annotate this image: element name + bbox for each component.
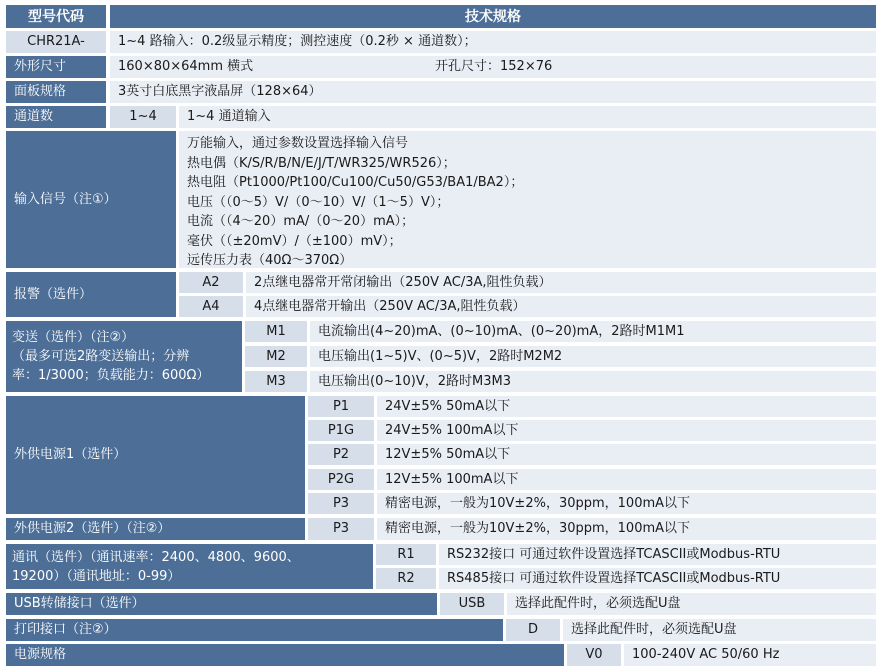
usb-desc: 选择此配件时，必须选配U盘	[507, 593, 876, 615]
power1-label: 外供电源1（选件）	[6, 396, 305, 514]
input-line: 电流（（4～20）mA/（0～20）mA）；	[187, 214, 415, 229]
transmit-label-line: 率：1/3000；负载能力：600Ω）	[12, 368, 210, 383]
panel-label: 面板规格	[6, 81, 106, 103]
power-spec-label: 电源规格	[6, 644, 564, 666]
input-line: 电压（（0～5）V/（0～10）V/（1～5）V）；	[187, 194, 450, 210]
power-spec-code: V0	[567, 644, 621, 666]
transmit-desc-m3: 电压输出(0~10)V，2路时M3M3	[310, 371, 876, 392]
power2-label: 外供电源2（选件）（注②）	[6, 518, 305, 540]
header-spec: 技术规格	[110, 5, 876, 28]
alarm-code-a4: A4	[179, 296, 243, 317]
print-label: 打印接口（注②）	[6, 619, 503, 641]
power1-desc-p1g: 24V±5% 100mA以下	[377, 420, 876, 441]
channels-code: 1~4	[110, 106, 176, 128]
input-line: 毫伏（（±20mV）/（±100）mV）；	[187, 233, 402, 249]
power1-desc-p1: 24V±5% 50mA以下	[377, 396, 876, 417]
comm-desc-r2: RS485接口 可通过软件设置选择TCASCII或Modbus-RTU	[439, 568, 876, 589]
transmit-desc-m1: 电流输出(4~20)mA、(0~10)mA、(0~20)mA，2路时M1M1	[310, 321, 876, 342]
comm-code-r1: R1	[376, 544, 436, 565]
comm-code-r2: R2	[376, 568, 436, 589]
power1-desc-p3: 精密电源，一般为10V±2%，30ppm，100mA以下	[377, 493, 876, 514]
alarm-label: 报警（选件）	[6, 272, 176, 317]
alarm-code-a2: A2	[179, 272, 243, 293]
input-line: 热电偶（K/S/R/B/N/E/J/T/WR325/WR526）；	[187, 155, 456, 171]
input-line: 万能输入，通过参数设置选择输入信号	[187, 136, 409, 151]
usb-code: USB	[440, 593, 504, 615]
model-value: 1~4 路输入：0.2级显示精度；测控速度（0.2秒 × 通道数）；	[110, 31, 876, 53]
power2-code: P3	[308, 518, 374, 540]
power1-code-p3: P3	[308, 493, 374, 514]
power1-desc-p2g: 12V±5% 100mA以下	[377, 469, 876, 490]
power1-code-p2g: P2G	[308, 469, 374, 490]
transmit-code-m3: M3	[245, 371, 307, 392]
dimensions-value: 160×80×64mm 横式	[118, 59, 254, 74]
alarm-desc-a4: 4点继电器常开输出（250V AC/3A,阻性负载）	[246, 296, 876, 317]
alarm-desc-a2: 2点继电器常开常闭输出（250V AC/3A,阻性负载）	[246, 272, 876, 293]
transmit-label	[6, 321, 242, 392]
transmit-desc-m2: 电压输出(1~5)V、(0~5)V，2路时M2M2	[310, 346, 876, 367]
dimensions-cutout: 开孔尺寸：152×76	[435, 59, 553, 74]
transmit-code-m2: M2	[245, 346, 307, 367]
header-model-code: 型号代码	[6, 5, 106, 28]
input-label: 输入信号（注①）	[6, 131, 176, 268]
input-values	[179, 131, 876, 268]
transmit-code-m1: M1	[245, 321, 307, 342]
transmit-label-line: 变送（选件）（注②）	[12, 330, 135, 345]
comm-label-line: 19200）（通讯地址：0-99）	[12, 568, 181, 584]
dimensions-row	[110, 56, 876, 78]
power1-code-p1: P1	[308, 396, 374, 417]
comm-desc-r1: RS232接口 可通过软件设置选择TCASCII或Modbus-RTU	[439, 544, 876, 565]
transmit-label-line: （最多可选2路变送输出；分辨	[12, 349, 190, 364]
panel-value: 3英寸白底黑字液晶屏（128×64）	[110, 81, 876, 103]
channels-label: 通道数	[6, 106, 106, 128]
power2-desc: 精密电源，一般为10V±2%，30ppm，100mA以下	[377, 518, 876, 540]
channels-value: 1~4 通道输入	[179, 106, 876, 128]
power1-desc-p2: 12V±5% 50mA以下	[377, 444, 876, 465]
print-desc: 选择此配件时，必须选配U盘	[563, 619, 876, 641]
model-label: CHR21A-	[6, 31, 106, 53]
power1-code-p1g: P1G	[308, 420, 374, 441]
comm-label-line: 通讯（选件）（通讯速率：2400、4800、9600、	[12, 549, 300, 565]
power-spec-desc: 100-240V AC 50/60 Hz	[624, 644, 876, 666]
power1-code-p2: P2	[308, 444, 374, 465]
print-code: D	[506, 619, 560, 641]
dimensions-label: 外形尺寸	[6, 56, 106, 78]
comm-label	[6, 544, 373, 589]
input-line: 热电阻（Pt1000/Pt100/Cu100/Cu50/G53/BA1/BA2）；	[187, 175, 524, 190]
usb-label: USB转储接口（选件）	[6, 593, 437, 615]
input-line: 远传压力表（40Ω～370Ω）	[187, 253, 353, 268]
